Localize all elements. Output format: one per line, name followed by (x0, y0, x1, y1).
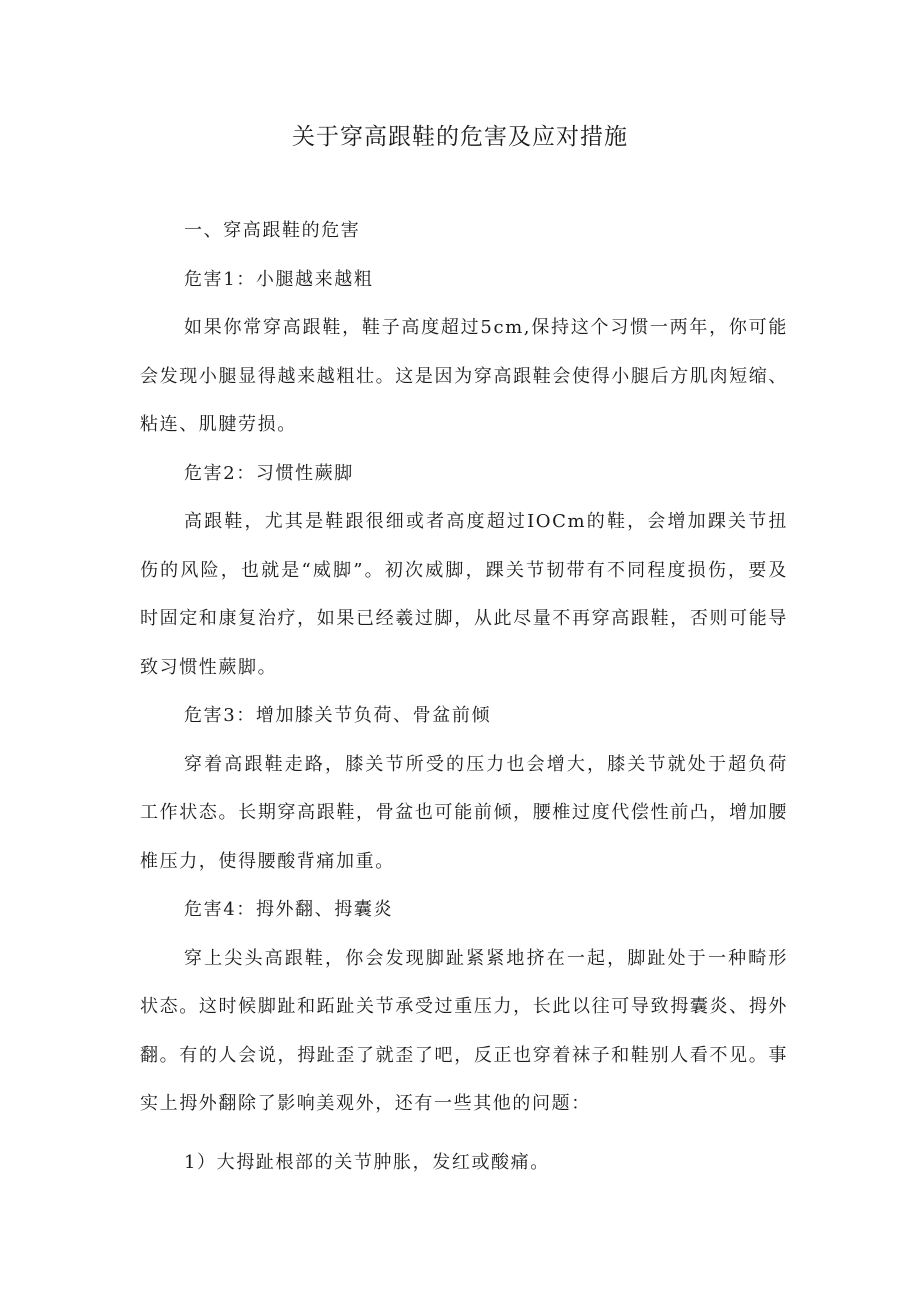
hazard-paragraph: 穿着高跟鞋走路，膝关节所受的压力也会增大，膝关节就处于超负荷工作状态。长期穿高跟鞋，骨盆也可能前倾，腰椎过度代偿性前凸，增加腰椎压力，使得腰酸背痛加重。 (140, 753, 788, 872)
document-title: 关于穿高跟鞋的危害及应对措施 (292, 124, 628, 150)
list-item: 1）大拇趾根部的关节肿胀，发红或酸痛。 (184, 1151, 550, 1173)
hazard-heading: 危害3：增加膝关节负荷、骨盆前倾 (184, 705, 492, 726)
hazard-heading: 危害4：拇外翻、拇囊炎 (184, 899, 394, 920)
hazard-paragraph: 穿上尖头高跟鞋，你会发现脚趾紧紧地挤在一起，脚趾处于一种畸形状态。这时候脚趾和跖趾关节承受过重压力，长此以往可导致拇囊炎、拇外翻。有的人会说，拇趾歪了就歪了吧，反正也穿着袜子和鞋别人看不见。事实上拇外翻除了影响美观外，还有一些其他的问题： (140, 947, 788, 1114)
section-heading: 一、穿高跟鞋的危害 (184, 220, 361, 241)
hazard-heading: 危害2：习惯性蕨脚 (184, 462, 354, 484)
document-body (140, 207, 788, 1187)
hazard-paragraph: 高跟鞋，尤其是鞋跟很细或者高度超过IOCm的鞋，会增加踝关节扭伤的风险，也就是“威脚”。初次威脚，踝关节韧带有不同程度损伤，要及时固定和康复治疗，如果已经羲过脚，从此尽量不再穿高跟鞋，否则可能导致习惯性蕨脚。 (140, 511, 788, 678)
hazard-heading: 危害1：小腿越来越粗 (184, 268, 374, 290)
hazard-paragraph: 如果你常穿高跟鞋，鞋子高度超过5cm,保持这个习惯一两年，你可能会发现小腿显得越来越粗壮。这是因为穿高跟鞋会使得小腿后方肌肉短缩、粘连、肌腱劳损。 (140, 317, 788, 435)
